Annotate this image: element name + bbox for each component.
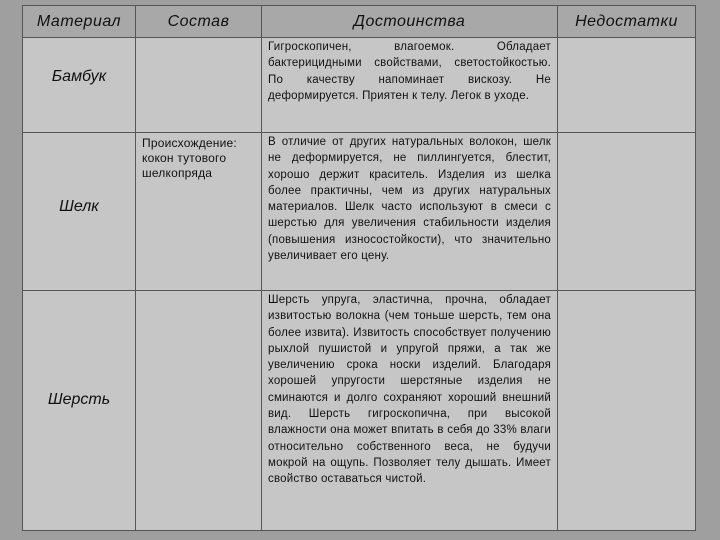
- header-material: Материал: [22, 5, 136, 38]
- row-silk-disadvantages: [557, 132, 696, 291]
- row-wool-material: [22, 290, 136, 531]
- row-silk-material: [22, 132, 136, 291]
- row-bamboo-material: [22, 37, 136, 133]
- row-silk-composition: Происхождение: кокон тутового шелкопряда: [135, 132, 262, 291]
- header-composition: Состав: [135, 5, 262, 38]
- header-advantages: Достоинства: [261, 5, 558, 38]
- material-name-wool: Шерсть: [47, 390, 111, 408]
- row-wool-advantages: Шерсть упруга, эластична, прочна, обладает извитостью волокна (чем тоньше шерсть, тем она более извита). Извитость способствует получению рыхлой пушистой и упругой пряжи, а так же увеличению срока носки изделий. Благодаря хорошей упругости шерстяные изделия не сминаются и долго сохраняют хороший внешний вид. Шерсть гигроскопична, при высокой влажности она может впитать в себя до 33% влаги относительно собственного веса, не будучи мокрой на ощупь. Позволяет телу дышать. Имеет свойство оставаться чистой.: [261, 290, 558, 531]
- row-wool-disadvantages: [557, 290, 696, 531]
- row-bamboo-disadvantages: [557, 37, 696, 133]
- row-wool-composition: [135, 290, 262, 531]
- row-bamboo-advantages: Гигроскопичен, влагоемок. Обладает бактерицидными свойствами, светостойкостью. По качеству напоминает вискозу. Не деформируется. Приятен к телу. Легок в уходе.: [261, 37, 558, 133]
- header-disadvantages: Недостатки: [557, 5, 696, 38]
- material-name-silk: Шелк: [59, 197, 99, 215]
- row-bamboo-composition: [135, 37, 262, 133]
- materials-table: [22, 5, 696, 531]
- material-name-bamboo: Бамбук: [51, 68, 107, 85]
- row-silk-advantages: В отличие от других натуральных волокон, шелк не деформируется, не пиллингуется, блестит, хорошо держит краситель. Изделия из шелка более практичны, чем из других натуральных материалов. Шелк часто используют в смеси с шерстью для увеличения стабильности изделия (повышения износостойкости), что значительно увеличивает его цену.: [261, 132, 558, 291]
